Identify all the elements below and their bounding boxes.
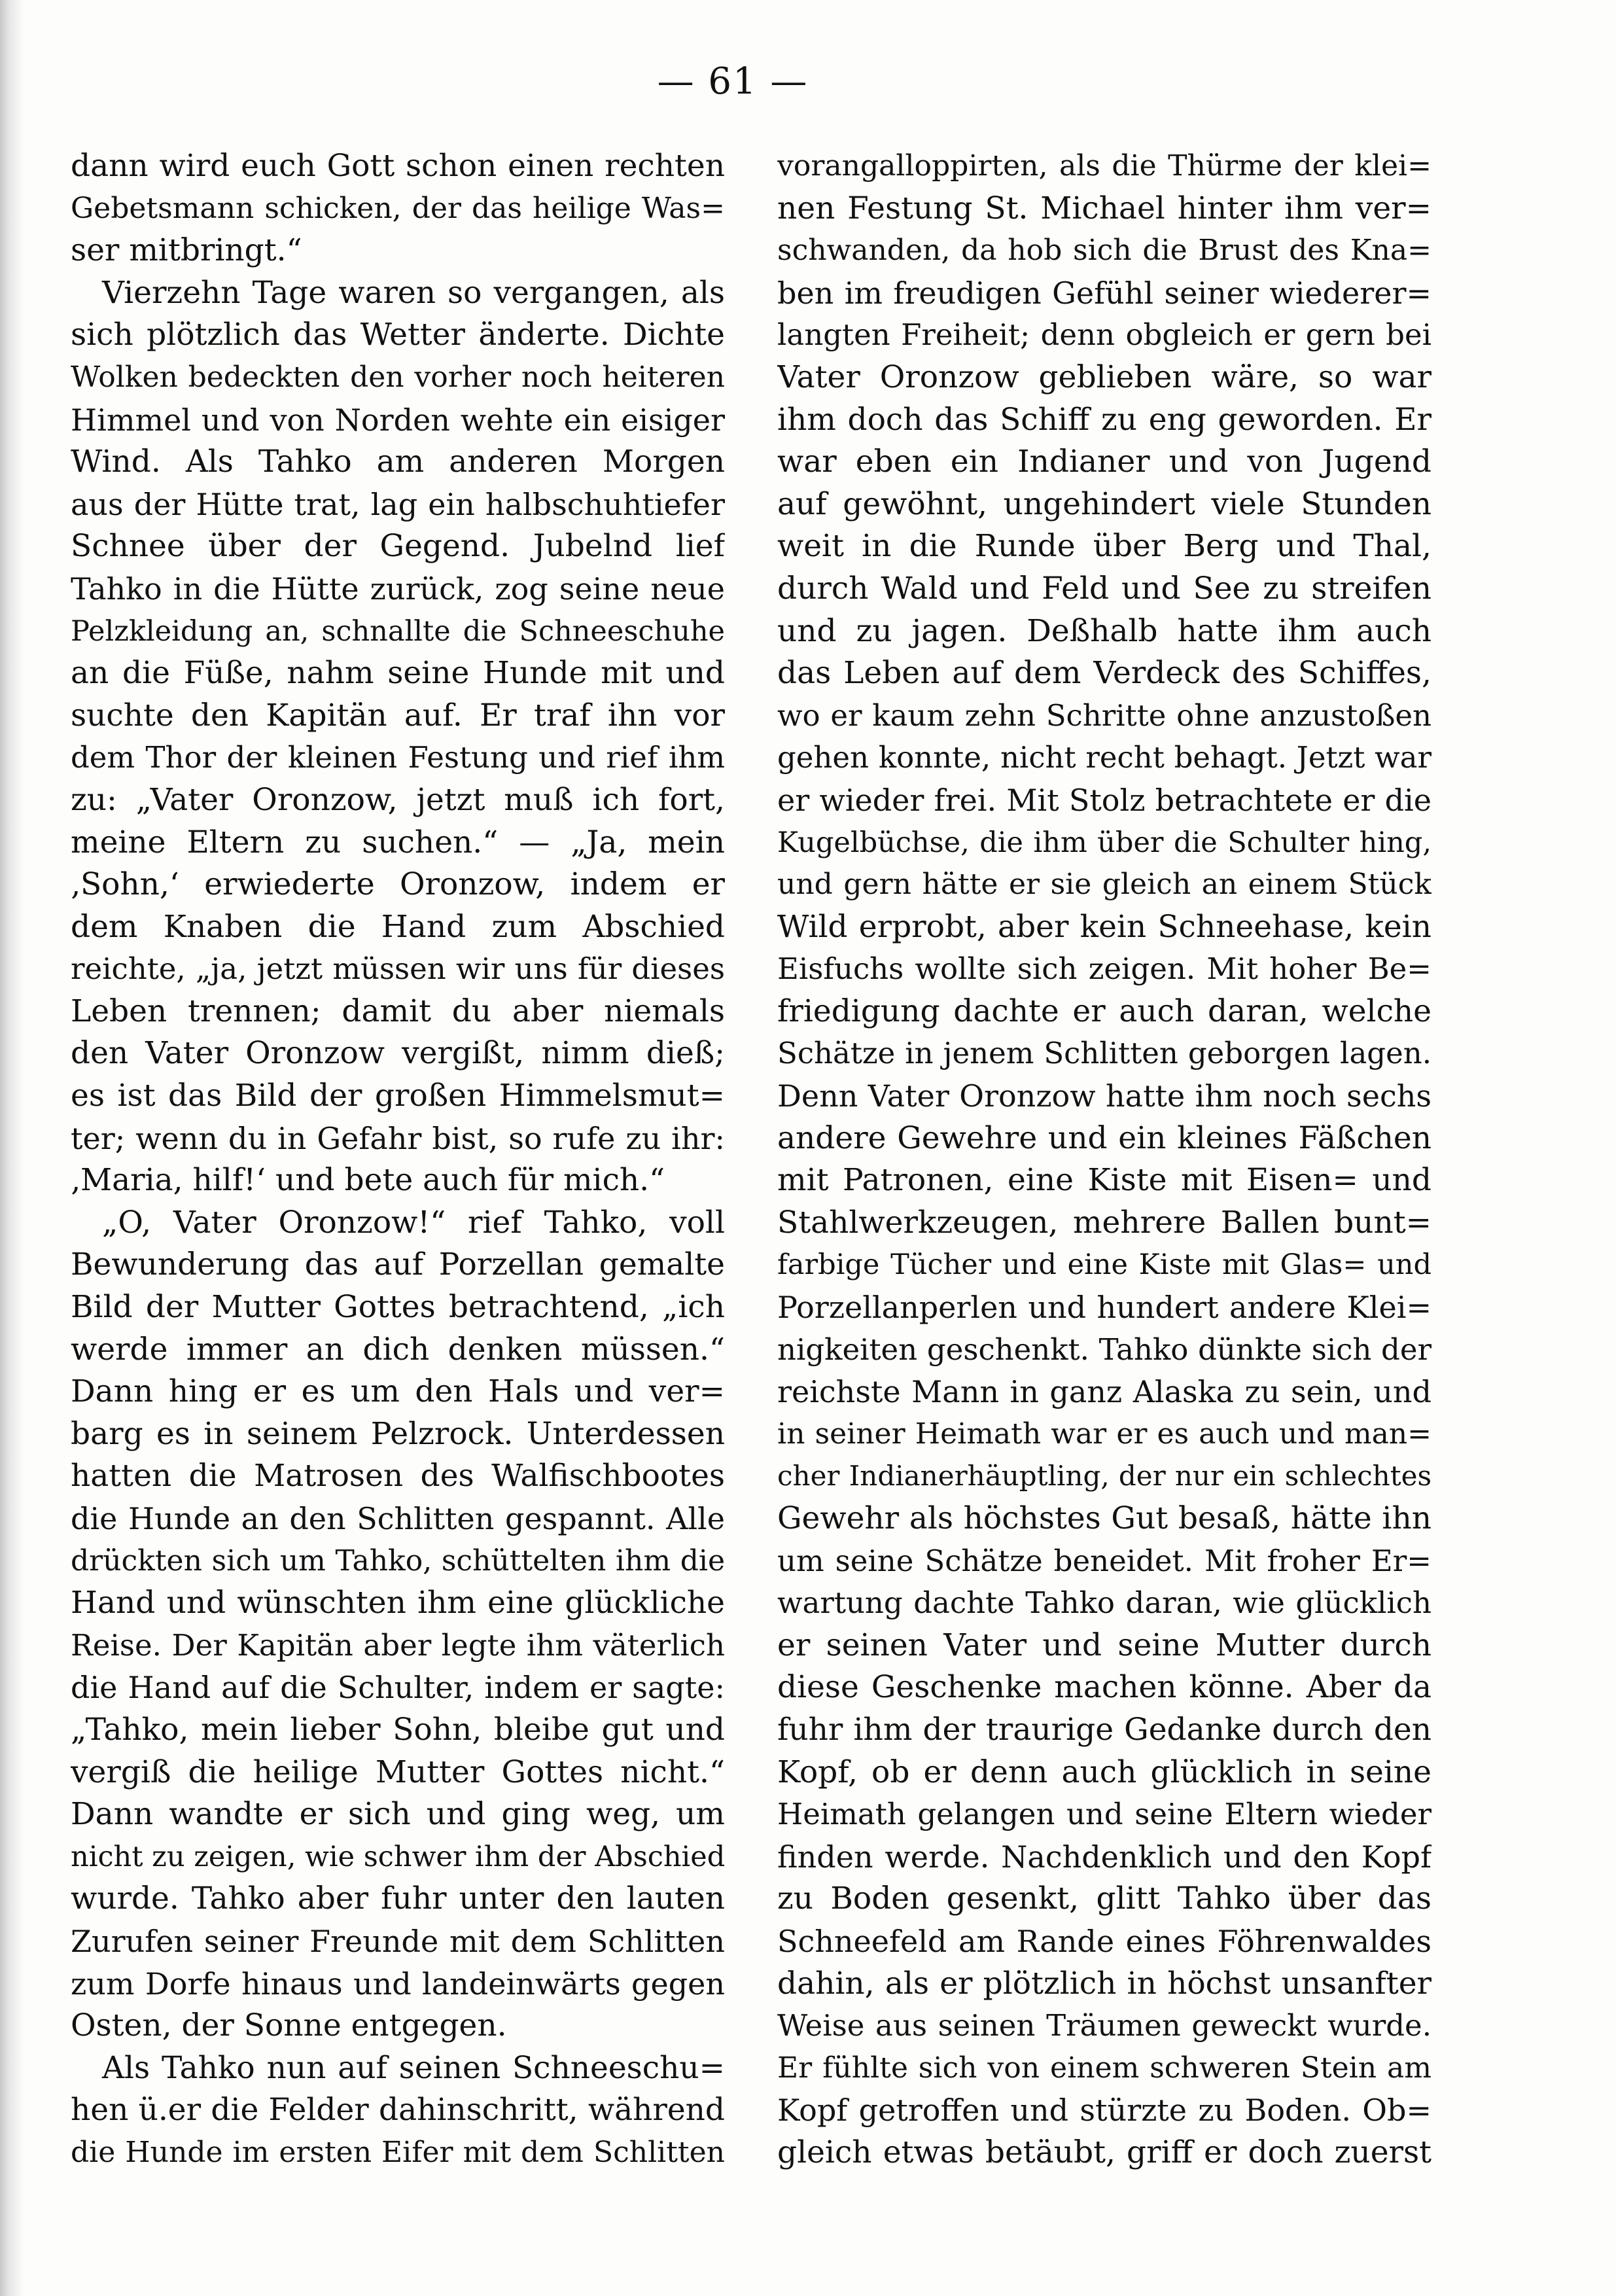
- text-line: suchte den Kapitän auf. Er traf ihn vor: [71, 697, 725, 733]
- text-line: den Vater Oronzow vergißt, nimm dieß;: [71, 1035, 725, 1072]
- text-line: wo er kaum zehn Schritte ohne anzustoßen: [777, 698, 1432, 733]
- text-line: Hand und wünschten ihm eine glückliche: [71, 1585, 725, 1621]
- text-line: die Hand auf die Schulter, indem er sagte:: [71, 1670, 725, 1706]
- text-line: Gebetsmann schicken, der das heilige Was=: [71, 191, 725, 225]
- text-line: reichste Mann in ganz Alaska zu sein, und: [777, 1374, 1432, 1410]
- text-line: langten Freiheit; denn obgleich er gern bei: [777, 317, 1432, 353]
- text-line: Vater Oronzow geblieben wäre, so war: [777, 359, 1432, 395]
- text-line: weit in die Runde über Berg und Thal,: [777, 528, 1432, 565]
- text-line: diese Geschenke machen könne. Aber da: [777, 1669, 1432, 1706]
- text-line: dem Knaben die Hand zum Abschied: [71, 908, 725, 945]
- text-line: zu: „Vater Oronzow, jetzt muß ich fort,: [71, 781, 725, 818]
- text-line: friedigung dachte er auch daran, welche: [777, 993, 1432, 1029]
- text-line: gehen konnte, nicht recht behagt. Jetzt war: [777, 740, 1432, 775]
- text-line: „O, Vater Oronzow!“ rief Tahko, voll: [102, 1204, 725, 1241]
- text-line: an die Füße, nahm seine Hunde mit und: [71, 655, 725, 692]
- text-line: dem Thor der kleinen Festung und rief ihm: [71, 740, 725, 775]
- text-line: Wind. Als Tahko am anderen Morgen: [71, 444, 725, 480]
- text-line: Eisfuchs wollte sich zeigen. Mit hoher Be=: [777, 951, 1432, 987]
- text-line: Kopf getroffen und stürzte zu Boden. Ob=: [777, 2093, 1432, 2128]
- text-line: um seine Schätze beneidet. Mit froher Er=: [777, 1543, 1432, 1578]
- text-line: aus der Hütte trat, lag ein halbschuhtiefer: [71, 486, 725, 522]
- text-line: dann wird euch Gott schon einen rechten: [71, 148, 725, 184]
- text-line: sich plötzlich das Wetter änderte. Dichte: [71, 317, 725, 353]
- text-line: Weise aus seinen Träumen geweckt wurde.: [777, 2008, 1432, 2043]
- text-line: ihm doch das Schiff zu eng geworden. Er: [777, 401, 1432, 438]
- text-line: durch Wald und Feld und See zu streifen: [777, 570, 1432, 607]
- text-line: hen ü.er die Felder dahinschritt, während: [71, 2092, 725, 2128]
- text-line: Schnee über der Gegend. Jubelnd lief: [71, 528, 725, 565]
- text-line: ter; wenn du in Gefahr bist, so rufe zu ihr:: [71, 1120, 725, 1156]
- text-line: zum Dorfe hinaus und landeinwärts gegen: [71, 1966, 725, 2002]
- text-line: Wild erprobt, aber kein Schneehase, kein: [777, 908, 1432, 945]
- page-number: — 61 —: [657, 60, 809, 103]
- text-line: Tahko in die Hütte zurück, zog seine neue: [71, 571, 725, 607]
- text-line: Himmel und von Norden wehte ein eisiger: [71, 402, 725, 438]
- page-scan-edge: [0, 0, 24, 2296]
- text-line: ser mitbringt.“: [71, 232, 302, 269]
- text-line: nen Festung St. Michael hinter ihm ver=: [777, 190, 1432, 226]
- text-line: dahin, als er plötzlich in höchst unsanfter: [777, 1965, 1432, 2002]
- text-line: ‚Sohn,‘ erwiederte Oronzow, indem er: [71, 866, 725, 903]
- text-line: Reise. Der Kapitän aber legte ihm väterlich: [71, 1627, 725, 1663]
- text-line: Wolken bedeckten den vorher noch heiteren: [71, 360, 725, 394]
- text-line: hatten die Matrosen des Walfischbootes: [71, 1458, 725, 1494]
- text-line: werde immer an dich denken müssen.“: [71, 1331, 725, 1368]
- text-line: Stahlwerkzeugen, mehrere Ballen bunt=: [777, 1204, 1432, 1241]
- text-line: drückten sich um Tahko, schüttelten ihm die: [71, 1544, 725, 1578]
- text-line: es ist das Bild der großen Himmelsmut=: [71, 1078, 725, 1114]
- text-line: Dann hing er es um den Hals und ver=: [71, 1373, 725, 1410]
- text-line: „Tahko, mein lieber Sohn, bleibe gut und: [71, 1711, 725, 1748]
- text-line: barg es in seinem Pelzrock. Unterdessen: [71, 1415, 725, 1452]
- text-line: zu Boden gesenkt, glitt Tahko über das: [777, 1881, 1432, 1917]
- text-line: nicht zu zeigen, wie schwer ihm der Abschied: [71, 1840, 725, 1873]
- text-line: Gewehr als höchstes Gut besaß, hätte ihn: [777, 1500, 1432, 1536]
- text-line: Als Tahko nun auf seinen Schneeschu=: [102, 2049, 725, 2086]
- text-line: Dann wandte er sich und ging weg, um: [71, 1796, 725, 1833]
- text-line: in seiner Heimath war er es auch und man=: [777, 1417, 1432, 1451]
- text-line: gleich etwas betäubt, griff er doch zuerst: [777, 2134, 1432, 2170]
- text-line: mit Patronen, eine Kiste mit Eisen= und: [777, 1162, 1432, 1199]
- text-line: ‚Maria, hilf!‘ und bete auch für mich.“: [71, 1162, 665, 1199]
- text-line: Vierzehn Tage waren so vergangen, als: [102, 274, 725, 311]
- text-line: ben im freudigen Gefühl seiner wiederer=: [777, 275, 1432, 311]
- text-line: auf gewöhnt, ungehindert viele Stunden: [777, 486, 1432, 522]
- text-line: Kugelbüchse, die ihm über die Schulter hing,: [777, 826, 1432, 859]
- text-line: vorangalloppirten, als die Thürme der klei=: [777, 149, 1432, 183]
- text-line: Pelzkleidung an, schnallte die Schneeschuhe: [71, 614, 725, 648]
- text-line: er seinen Vater und seine Mutter durch: [777, 1627, 1432, 1663]
- text-column-left: [71, 145, 725, 2233]
- text-line: finden werde. Nachdenklich und den Kopf: [777, 1839, 1432, 1875]
- text-line: wartung dachte Tahko daran, wie glücklich: [777, 1585, 1432, 1621]
- text-line: die Hunde im ersten Eifer mit dem Schlitten: [71, 2135, 725, 2169]
- text-line: Denn Vater Oronzow hatte ihm noch sechs: [777, 1078, 1432, 1114]
- text-line: vergiß die heilige Mutter Gottes nicht.“: [71, 1754, 725, 1790]
- text-line: Leben trennen; damit du aber niemals: [71, 993, 725, 1029]
- text-line: Schätze in jenem Schlitten geborgen lagen.: [777, 1036, 1432, 1071]
- text-line: und gern hätte er sie gleich an einem Stück: [777, 868, 1432, 902]
- text-line: Kopf, ob er denn auch glücklich in seine: [777, 1754, 1432, 1790]
- text-column-right: [777, 145, 1432, 2233]
- text-line: Er fühlte sich von einem schweren Stein am: [777, 2051, 1432, 2085]
- text-line: Osten, der Sonne entgegen.: [71, 2007, 507, 2044]
- text-line: Bild der Mutter Gottes betrachtend, „ich: [71, 1289, 725, 1326]
- text-line: schwanden, da hob sich die Brust des Kna=: [777, 234, 1432, 268]
- text-line: wurde. Tahko aber fuhr unter den lauten: [71, 1881, 725, 1917]
- text-line: und zu jagen. Deßhalb hatte ihm auch: [777, 612, 1432, 649]
- text-line: farbige Tücher und eine Kiste mit Glas= und: [777, 1248, 1432, 1282]
- text-line: meine Eltern zu suchen.“ — „Ja, mein: [71, 824, 725, 860]
- text-line: reichte, „ja, jetzt müssen wir uns für dieses: [71, 951, 725, 987]
- text-line: Schneefeld am Rande eines Föhrenwaldes: [777, 1923, 1432, 1959]
- text-line: andere Gewehre und ein kleines Fäßchen: [777, 1120, 1432, 1156]
- text-line: fuhr ihm der traurige Gedanke durch den: [777, 1711, 1432, 1748]
- text-line: das Leben auf dem Verdeck des Schiffes,: [777, 655, 1432, 692]
- text-line: nigkeiten geschenkt. Tahko dünkte sich der: [777, 1332, 1432, 1367]
- text-line: cher Indianerhäuptling, der nur ein schlechtes: [777, 1460, 1432, 1492]
- text-line: die Hunde an den Schlitten gespannt. Alle: [71, 1501, 725, 1536]
- text-line: Bewunderung das auf Porzellan gemalte: [71, 1246, 725, 1283]
- text-line: Zurufen seiner Freunde mit dem Schlitten: [71, 1923, 725, 1959]
- text-line: Porzellanperlen und hundert andere Klei=: [777, 1290, 1432, 1326]
- text-line: Heimath gelangen und seine Eltern wieder: [777, 1797, 1432, 1832]
- text-line: er wieder frei. Mit Stolz betrachtete er die: [777, 782, 1432, 818]
- text-line: war eben ein Indianer und von Jugend: [777, 444, 1432, 480]
